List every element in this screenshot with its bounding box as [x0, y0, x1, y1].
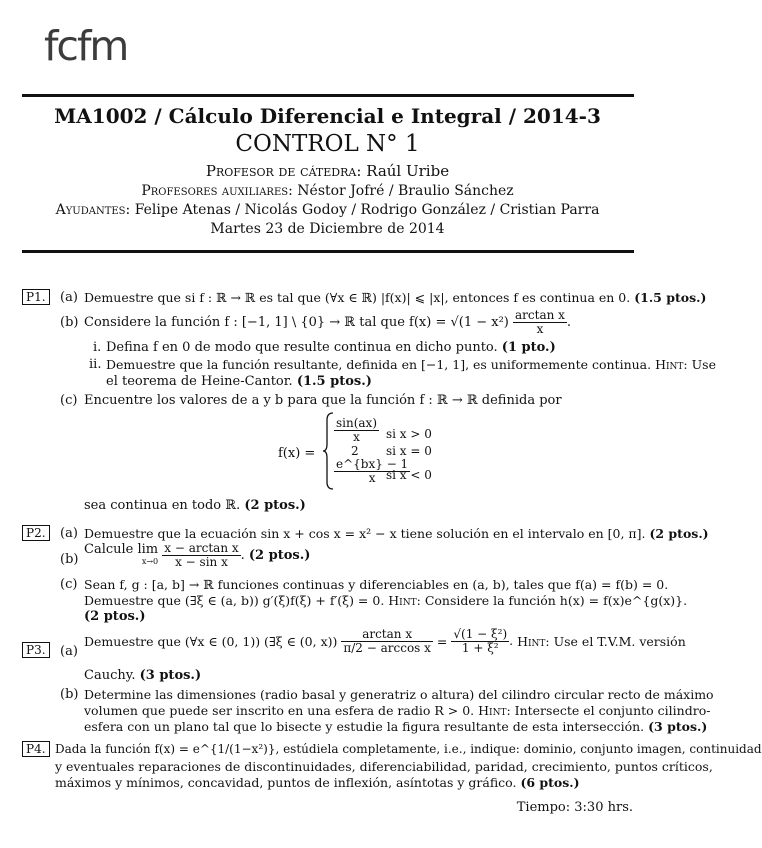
case1-fraction — [334, 417, 379, 444]
p4-body3: máximos y mínimos, concavidad, puntos de inflexión, asíntotas y gráfico. — [55, 775, 517, 790]
profesor-label: Profesor de cátedra: — [205, 162, 362, 180]
p3-b-text3 — [84, 718, 707, 735]
p2-b-lim: Calcule lim — [84, 541, 159, 557]
p3-b-text2 — [84, 702, 710, 719]
p1-b-frac-num: arctan x — [515, 308, 565, 322]
p1-b-label: (b) — [60, 315, 79, 330]
p2-b-frac-num: x − arctan x — [164, 541, 239, 555]
case1-num: sin(ax) — [336, 416, 378, 430]
header-bottom-rule — [22, 250, 634, 253]
p1-a-points: (1.5 ptos.) — [634, 290, 707, 305]
logo-text: fcfm — [44, 22, 128, 70]
p3-a-points: (3 ptos.) — [139, 668, 202, 683]
p4-text3 — [55, 774, 580, 791]
p1-b-ii-label: ii. — [89, 357, 102, 372]
p2-c-text2 — [84, 592, 687, 609]
p1-c-text: Encuentre los valores de a y b para que la función f : ℝ → ℝ definida por — [84, 393, 562, 408]
p1-b-text: Considere la función f : [−1, 1] \ {0} → ℝ tal que f(x) = √(1 − x²) $\frac{\text{arctan x}}{x}$ . — [84, 308, 572, 336]
fcfm-logo — [44, 22, 128, 72]
p4-text1: Dada la función f(x) = e^{1/(1−x²)}, estúdiela completamente, i.e., indique: dominio, conjunto imagen, continuidad — [55, 742, 762, 756]
p1-a-text — [84, 289, 707, 306]
auxiliares-label: Profesores auxiliares: — [141, 183, 293, 199]
p1-c-case1-value — [334, 417, 379, 444]
p3-a-fraction1 — [341, 628, 433, 655]
p2-b-fraction — [162, 542, 240, 569]
p3-a-fraction2 — [451, 628, 509, 655]
p1-c-tail-body: sea continua en todo ℝ. — [84, 498, 241, 513]
p1-b-ii-hint: Hint: — [655, 357, 688, 372]
p1-b-fraction — [513, 309, 567, 336]
p2-b-points: (2 ptos.) — [248, 548, 311, 563]
p2-label: P2. — [22, 525, 50, 541]
p2-a-points: (2 ptos.) — [649, 526, 709, 541]
case1-den: x — [353, 430, 360, 444]
ayudantes-label: Ayudantes: — [55, 202, 131, 218]
auxiliares-names: Néstor Jofré / Braulio Sánchez — [297, 183, 514, 199]
exam-title: CONTROL N° 1 — [235, 131, 420, 157]
p2-c-label: (c) — [60, 577, 78, 592]
p1-c-case2-value: 2 — [351, 444, 359, 458]
case3-num: e^{bx} − 1 — [336, 457, 409, 471]
p4-points: (6 ptos.) — [520, 775, 580, 790]
p2-c-body3: Considere la función h(x) = f(x)e^{g(x)}. — [424, 593, 688, 608]
p2-b-label: (b) — [60, 552, 79, 567]
p3-b-body3: esfera con un plano tal que lo bisecte y estudie la figura resultante de esta intersección. — [84, 719, 645, 734]
profesor-line — [0, 162, 655, 180]
p3-a-hint: Hint: — [517, 634, 550, 649]
p3-a-label: (a) — [60, 644, 78, 659]
p1-label: P1. — [22, 289, 50, 305]
p2-c-body2: Demuestre que (∃ξ ∈ (a, b)) g′(ξ)f(ξ) + f′(ξ) = 0. — [84, 593, 385, 608]
p3-a-frac1-num: arctan x — [341, 628, 433, 642]
p3-a-body2: Use el T.V.M. versión — [553, 634, 686, 649]
p1-c-case2-cond: si x = 0 — [386, 444, 432, 458]
case3-den: x — [368, 471, 376, 485]
p1-c-points: (2 ptos.) — [244, 498, 306, 513]
ayudantes-line — [0, 202, 655, 219]
p3-a-body: Demuestre que (∀x ∈ (0, 1)) (∃ξ ∈ (0, x)) — [84, 634, 338, 649]
p2-a-label: (a) — [60, 526, 78, 541]
p1-c-case1-cond: si x > 0 — [386, 427, 432, 441]
p3-a-frac2-num: √(1 − ξ²) — [453, 627, 508, 641]
p3-b-body2: volumen que puede ser inscrito en una esfera de radio R > 0. — [84, 703, 475, 718]
p3-a-body3: Cauchy. — [84, 668, 136, 683]
p1-b-i-body: Defina f en 0 de modo que resulte continua en dicho punto. — [106, 340, 498, 355]
p1-b-ii-body2: Use — [691, 357, 716, 372]
p1-a-body: Demuestre que si f : ℝ → ℝ es tal que (∀x ∈ ℝ) |f(x)| ⩽ |x|, entonces f es continua en 0. — [84, 290, 631, 305]
p1-b-body: Considere la función f : [−1, 1] \ {0} → ℝ tal que f(x) = √(1 − x²) — [84, 315, 509, 330]
p2-c-points: (2 ptos.) — [84, 609, 146, 624]
profesor-name: Raúl Uribe — [366, 162, 450, 180]
p3-label: P3. — [22, 642, 50, 658]
p1-b-ii-points: (1.5 ptos.) — [296, 374, 372, 389]
course-title: MA1002 / Cálculo Diferencial e Integral / 2014-3 — [54, 104, 601, 128]
p3-a-frac1-den: π/2 − arccos x — [343, 641, 431, 655]
p1-b-i-points: (1 pto.) — [501, 340, 556, 355]
p2-c-text1: Sean f, g : [a, b] → ℝ funciones continuas y diferenciables en (a, b), tales que f(a) = f(b) = 0. — [84, 577, 669, 592]
p1-b-i-text — [106, 339, 556, 356]
p4-text2: y eventuales reparaciones de discontinuidades, diferenciabilidad, paridad, crecimiento, puntos críticos, — [55, 759, 713, 774]
p3-b-body2b: Intersecte el conjunto cilindro- — [514, 703, 711, 718]
p2-b-frac-den: x − sin x — [175, 555, 228, 569]
header-top-rule — [22, 94, 634, 97]
p4-label: P4. — [22, 741, 50, 757]
p2-a-body: Demuestre que la ecuación sin x + cos x = x² − x tiene solución en el intervalo en [0, π]. — [84, 526, 646, 541]
p3-a-frac2-den: 1 + ξ² — [461, 641, 499, 655]
p3-b-points: (3 ptos.) — [648, 719, 708, 734]
p3-b-hint: Hint: — [478, 703, 511, 718]
p1-c-fx: f(x) = — [278, 446, 316, 461]
exam-date: Martes 23 de Diciembre de 2014 — [210, 221, 445, 237]
p1-b-ii-text — [106, 356, 716, 373]
p1-c-case3-cond: si x < 0 — [386, 468, 432, 482]
p3-a-eq: = — [436, 634, 448, 649]
p2-a-text — [84, 525, 709, 542]
p1-c-brace — [322, 412, 334, 490]
p1-b-ii-body3: el teorema de Heine-Cantor. — [106, 374, 293, 389]
p1-c-tail — [84, 497, 306, 514]
p1-b-frac-den: x — [536, 322, 544, 336]
p2-c-points-line — [84, 608, 145, 625]
p1-a-label: (a) — [60, 290, 78, 305]
brace-shape — [322, 412, 334, 490]
p1-b-ii-text-line2 — [106, 373, 372, 390]
p2-b-text: Calcule lim x→0 $\frac{\text{x − arctan x}}{\text{x − sin x}}$ . (2 ptos.) — [84, 541, 311, 569]
p3-a-text-line2 — [84, 667, 201, 684]
p3-b-label: (b) — [60, 687, 79, 702]
exam-time: Tiempo: 3:30 hrs. — [516, 800, 633, 815]
p1-b-i-label: i. — [93, 340, 102, 355]
p2-c-hint: Hint: — [388, 593, 421, 608]
p3-a-text: Demuestre que (∀x ∈ (0, 1)) (∃ξ ∈ (0, x)) $\frac{\text{arctan x}}{\text{π/2 − arccos x}}$ = $\frac{\text{√(1 − ξ²)}}{\text{1 + ξ²}}$ . Hint: Use el T.V.M. versión — [84, 627, 686, 655]
p2-b-limit — [84, 541, 159, 568]
p2-b-lim-sub: x→0 — [141, 556, 159, 566]
p3-b-text1: Determine las dimensiones (radio basal y generatriz o altura) del cilindro circular recto de máximo — [84, 687, 714, 702]
p1-b-ii-body: Demuestre que la función resultante, definida en [−1, 1], es uniformemente continua. — [106, 357, 652, 372]
ayudantes-names: Felipe Atenas / Nicolás Godoy / Rodrigo González / Cristian Parra — [134, 202, 600, 218]
auxiliares-line — [0, 183, 655, 200]
p1-c-label: (c) — [60, 393, 78, 408]
